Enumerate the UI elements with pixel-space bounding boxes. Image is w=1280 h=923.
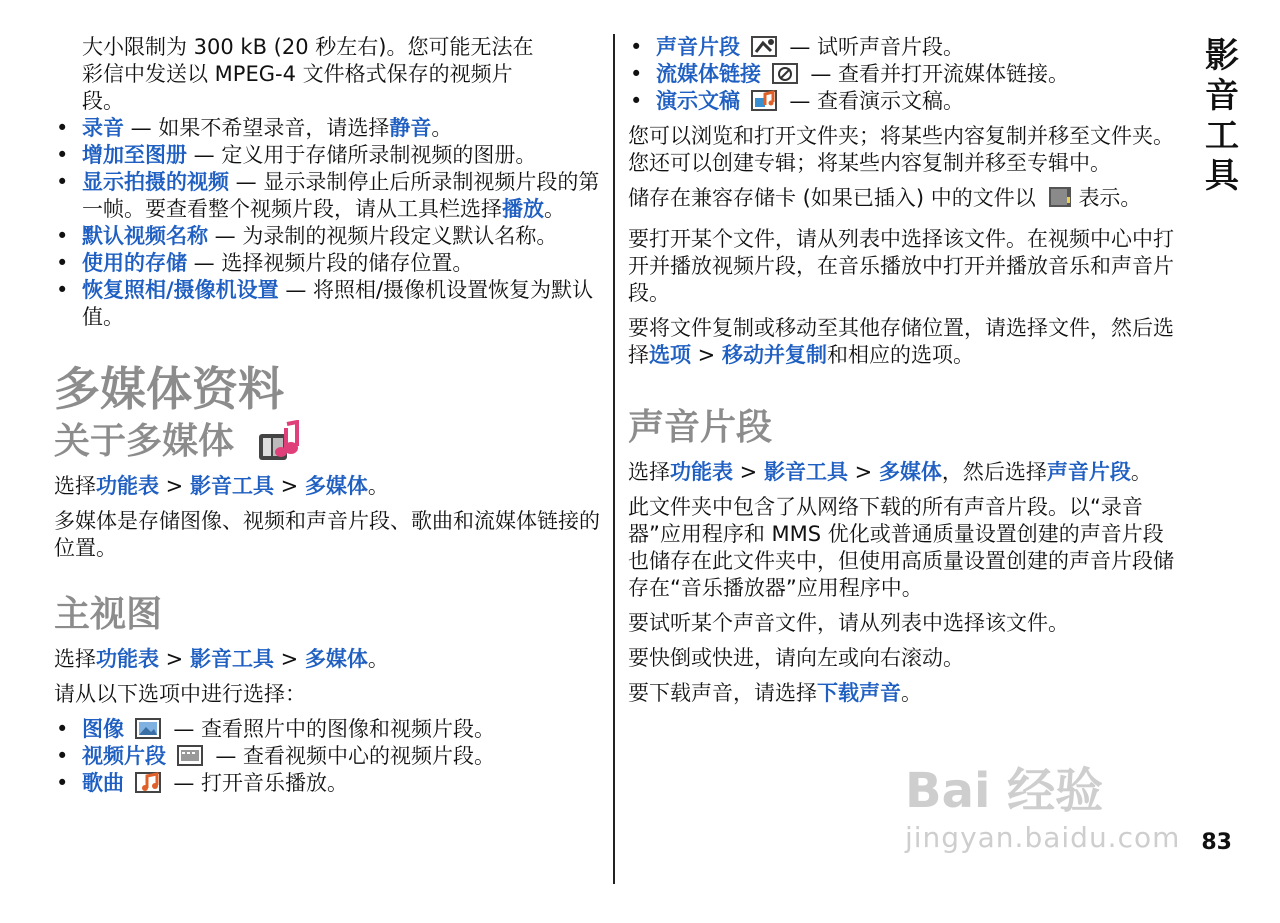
video-clip-icon xyxy=(177,743,205,767)
item-text: — 试听声音片段。 xyxy=(782,35,965,59)
move-and-copy-link[interactable]: 移动并复制 xyxy=(721,343,827,367)
item-sound-clips xyxy=(628,34,1176,61)
download-sounds-link[interactable]: 下载声音 xyxy=(817,681,901,705)
sound-clips-heading: 声音片段 xyxy=(628,407,773,448)
default-name-link[interactable]: 默认视频名称 xyxy=(82,224,208,248)
setting-record-audio xyxy=(54,115,602,142)
sound-listen: 要试听某个声音文件，请从列表中选择该文件。 xyxy=(628,611,1069,635)
memory-card-icon xyxy=(1046,185,1074,209)
copy-file-paragraph xyxy=(628,315,1176,369)
path-separator: > xyxy=(691,343,722,367)
setting-tail: 。 xyxy=(544,197,565,221)
presentation-icon xyxy=(751,88,779,112)
baidu-watermark xyxy=(905,752,1180,854)
download-text-end: 。 xyxy=(901,681,922,705)
page-number: 83 xyxy=(1201,830,1232,855)
menu-link[interactable]: 功能表 xyxy=(670,460,733,484)
sound-clip-icon xyxy=(751,34,779,58)
images-link[interactable]: 图像 xyxy=(82,717,124,741)
intro-line: 段。 xyxy=(82,89,124,113)
tools-link[interactable]: 影音工具 xyxy=(189,647,274,671)
open-file-paragraph: 要打开某个文件，请从列表中选择该文件。在视频中心中打开并播放视频片段，在音乐播放中打开并播放音乐和声音片段。 xyxy=(628,227,1174,305)
path-mid: ，然后选择 xyxy=(941,460,1047,484)
path-end: 。 xyxy=(367,474,389,498)
memory-card-paragraph xyxy=(628,185,1176,212)
right-column xyxy=(628,34,1176,707)
intro-line: 大小限制为 300 kB (20 秒左右)。您可能无法在 xyxy=(82,35,534,59)
watermark-url: jingyan.baidu.com xyxy=(905,821,1181,854)
mute-link[interactable]: 静音 xyxy=(389,116,432,140)
show-captured-link[interactable]: 显示拍摄的视频 xyxy=(82,170,229,194)
setting-show-captured xyxy=(54,169,602,223)
path-prefix: 选择 xyxy=(54,474,96,498)
streaming-links-link[interactable]: 流媒体链接 xyxy=(656,62,761,86)
tools-link[interactable]: 影音工具 xyxy=(763,460,848,484)
sound-description: 此文件夹中包含了从网络下载的所有声音片段。以“录音器”应用程序和 MMS 优化或普通质量设置创建的声音片段也储存在此文件夹中，但使用高质量设置创建的声音片段储存在“音乐播放器”应用程序中。 xyxy=(628,495,1174,600)
gallery-link[interactable]: 多媒体 xyxy=(304,474,368,498)
streaming-link-icon xyxy=(772,61,800,85)
menu-link[interactable]: 功能表 xyxy=(96,647,159,671)
item-text: — 查看照片中的图像和视频片段。 xyxy=(166,717,496,741)
tools-link[interactable]: 影音工具 xyxy=(189,474,274,498)
setting-text: — 为录制的视频片段定义默认名称。 xyxy=(208,224,558,248)
item-presentations xyxy=(628,88,1176,115)
main-item-images xyxy=(54,716,602,743)
main-choose: 请从以下选项中进行选择： xyxy=(54,682,306,706)
options-link[interactable]: 选项 xyxy=(649,343,691,367)
songs-link[interactable]: 歌曲 xyxy=(82,771,124,795)
path-separator: > xyxy=(273,474,305,498)
intro-paragraph xyxy=(54,34,602,115)
memory-in-use-link[interactable]: 使用的存储 xyxy=(82,251,187,275)
main-item-video xyxy=(54,743,602,770)
card-text-pre: 储存在兼容存储卡 (如果已插入) 中的文件以 xyxy=(628,186,1036,210)
item-text: — 查看并打开流媒体链接。 xyxy=(803,62,1070,86)
path-separator: > xyxy=(159,647,190,671)
main-path xyxy=(54,646,602,673)
setting-tail: 。 xyxy=(431,116,453,140)
right-items-list xyxy=(628,34,1176,115)
column-divider xyxy=(613,34,615,884)
path-separator: > xyxy=(159,474,190,498)
about-title-text: 关于多媒体 xyxy=(54,421,235,462)
image-icon xyxy=(135,716,163,740)
gallery-heading: 多媒体资料 xyxy=(54,362,284,416)
folders-paragraph: 您可以浏览和打开文件夹；将某些内容复制并移至文件夹。您还可以创建专辑；将某些内容复制并移至专辑中。 xyxy=(628,124,1174,175)
path-separator: > xyxy=(733,460,764,484)
sound-download xyxy=(628,680,1176,707)
about-description: 多媒体是存储图像、视频和声音片段、歌曲和流媒体链接的位置。 xyxy=(54,509,600,560)
copy-text-post: 和相应的选项。 xyxy=(826,343,974,367)
gallery-link[interactable]: 多媒体 xyxy=(878,460,942,484)
presentations-link[interactable]: 演示文稿 xyxy=(656,89,740,113)
gallery-link[interactable]: 多媒体 xyxy=(304,647,368,671)
settings-list xyxy=(54,115,602,331)
intro-line: 彩信中发送以 MPEG-4 文件格式保存的视频片 xyxy=(82,62,513,86)
left-column xyxy=(54,34,602,797)
download-text-pre: 要下载声音，请选择 xyxy=(628,681,817,705)
path-end: 。 xyxy=(1130,460,1152,484)
path-end: 。 xyxy=(367,647,389,671)
copy-text-pre: 要将文件复制或移动至其他存储位置，请选择文件，然后选择 xyxy=(628,316,1174,367)
setting-text: — 显示录制停止后所录制视频片段的第一帧。要查看整个视频片段，请从工具栏选择 xyxy=(82,170,600,221)
item-text: — 打开音乐播放。 xyxy=(166,771,349,795)
setting-default-name xyxy=(54,223,602,250)
setting-text: — 如果不希望录音，请选择 xyxy=(124,116,390,140)
item-streaming xyxy=(628,61,1176,88)
setting-text: — 定义用于存储所录制视频的图册。 xyxy=(187,143,537,167)
restore-settings-link[interactable]: 恢复照相/摄像机设置 xyxy=(82,278,279,302)
setting-text: — 选择视频片段的储存位置。 xyxy=(187,251,474,275)
about-gallery-heading xyxy=(54,419,602,465)
item-text: — 查看视频中心的视频片段。 xyxy=(208,744,496,768)
add-to-album-link[interactable]: 增加至图册 xyxy=(82,143,187,167)
watermark-logo: Bai 经验 xyxy=(905,763,1104,819)
card-text-post: 表示。 xyxy=(1078,186,1142,210)
audio-link[interactable]: 录音 xyxy=(82,116,124,140)
path-prefix: 选择 xyxy=(54,647,96,671)
setting-memory-in-use xyxy=(54,250,602,277)
video-clips-link[interactable]: 视频片段 xyxy=(82,744,166,768)
song-icon xyxy=(135,770,163,794)
path-separator: > xyxy=(273,647,305,671)
about-path xyxy=(54,473,602,500)
setting-add-to-album xyxy=(54,142,602,169)
setting-text: — 将照相/摄像机设置恢复为默认值。 xyxy=(82,278,594,329)
sound-clips-link[interactable]: 声音片段 xyxy=(656,35,740,59)
chapter-side-title: 影音工具 xyxy=(1205,36,1239,196)
sound-path xyxy=(628,459,1176,486)
play-link[interactable]: 播放 xyxy=(502,197,544,221)
main-item-songs xyxy=(54,770,602,797)
sound-clips-link[interactable]: 声音片段 xyxy=(1046,460,1131,484)
main-view-heading: 主视图 xyxy=(54,594,163,635)
setting-restore xyxy=(54,277,602,331)
menu-link[interactable]: 功能表 xyxy=(96,474,159,498)
sound-seek: 要快倒或快进，请向左或向右滚动。 xyxy=(628,646,964,670)
path-separator: > xyxy=(847,460,879,484)
item-text: — 查看演示文稿。 xyxy=(782,89,965,113)
gallery-icon xyxy=(257,420,301,462)
path-prefix: 选择 xyxy=(628,460,670,484)
main-items-list xyxy=(54,716,602,797)
